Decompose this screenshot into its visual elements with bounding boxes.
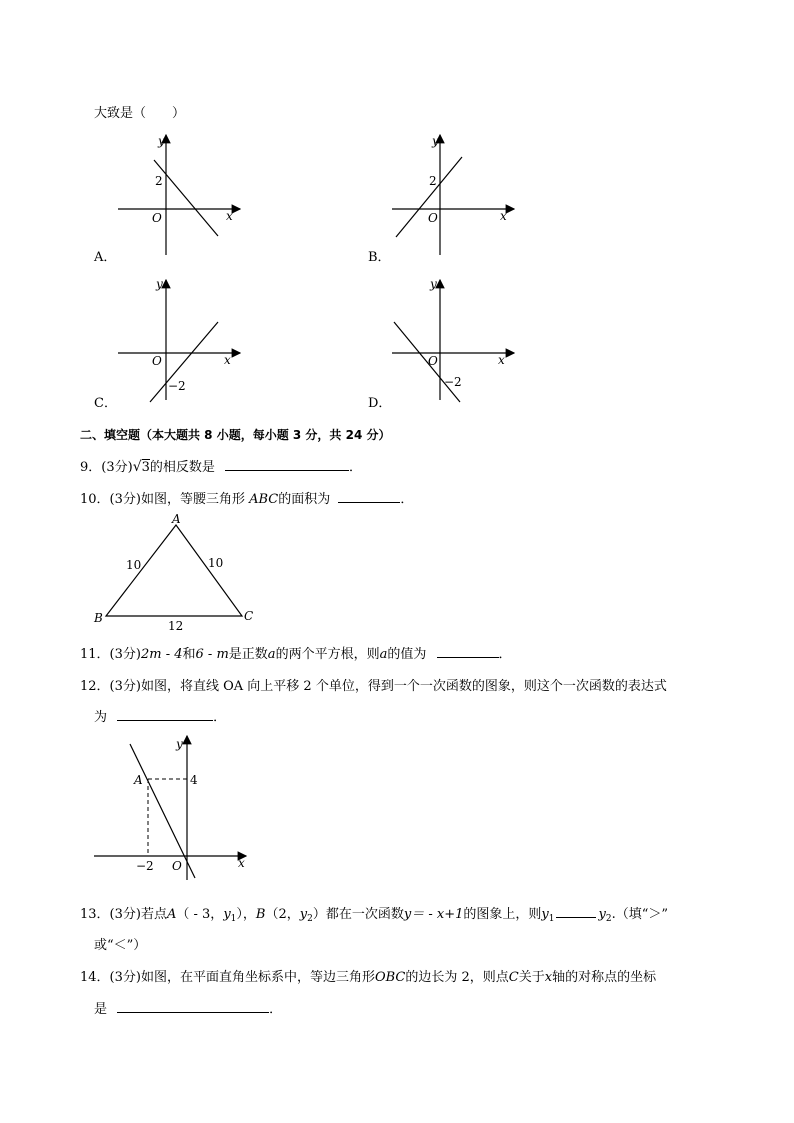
question-number: 9．(3分)	[80, 460, 133, 475]
intercept-label: 2	[429, 174, 437, 188]
origin-label: O	[428, 354, 438, 368]
answer-blank	[225, 458, 349, 471]
y-axis-label: y	[158, 134, 165, 148]
question-11: 11．(3分)2m - 4和6 - m是正数a的两个平方根，则a的值为 ．	[80, 647, 512, 662]
origin-label: O	[172, 859, 182, 873]
y-axis-label: y	[430, 277, 437, 291]
question-12-line2: 为 ．	[94, 710, 227, 725]
question-number: 11．(3分)	[80, 647, 141, 662]
answer-blank	[117, 1000, 269, 1013]
section-heading: 二、填空题（本大题共 8 小题，每小题 3 分，共 24 分）	[80, 428, 391, 442]
intercept-label: −2	[168, 379, 186, 393]
origin-label: O	[152, 354, 162, 368]
question-10: 10．(3分)如图，等腰三角形 ABC的面积为 ．	[80, 492, 414, 507]
question-number: 12．(3分)	[80, 679, 141, 694]
intercept-label: −2	[444, 375, 462, 389]
y-axis-label: y	[156, 277, 163, 291]
question-14-line2: 是 ．	[94, 1002, 283, 1017]
y-axis-label: y	[432, 134, 439, 148]
question-13: 13．(3分)若点A（ - 3，$y_1$），B（2，$y_2$）都在一次函数y＝ - x+1的图象上，则$y_1$ $y_2$.（填“＞”	[80, 907, 669, 924]
option-c-graph	[118, 278, 248, 408]
question-text: 的相反数是	[149, 460, 215, 475]
question-14: 14．(3分)如图，在平面直角坐标系中，等边三角形OBC的边长为 2，则点C关于x轴的对称点的坐标	[80, 970, 657, 985]
option-d-graph	[392, 278, 522, 408]
origin-label: O	[152, 211, 162, 225]
radicand: 3	[141, 460, 150, 475]
question-9: 9．(3分)√3的相反数是 ．	[80, 459, 363, 475]
x-axis-label: x	[498, 353, 505, 367]
option-d-letter: D．	[368, 396, 392, 411]
line-oa-figure	[94, 734, 254, 884]
triangle-name: ABC	[249, 492, 279, 507]
sqrt-symbol: √	[132, 459, 142, 475]
vertex-c-label: C	[244, 609, 254, 623]
side-ac-label: 10	[208, 556, 224, 570]
x-axis-label: x	[238, 856, 245, 870]
x-axis-label: x	[224, 353, 231, 367]
vertex-b-label: B	[94, 611, 103, 625]
option-a-letter: A．	[94, 250, 117, 265]
vertex-a-label: A	[172, 512, 181, 526]
answer-blank	[117, 708, 213, 721]
y-value-label: 4	[190, 773, 198, 787]
side-bc-label: 12	[168, 619, 184, 633]
question-12: 12．(3分)如图，将直线 OA 向上平移 2 个单位，得到一个一次函数的图象，则这个一次函数的表达式	[80, 679, 667, 694]
point-a-label: A	[134, 773, 143, 787]
question-number: 14．(3分)	[80, 970, 141, 985]
x-axis-label: x	[500, 209, 507, 223]
question-number: 13．(3分)	[80, 907, 141, 922]
y-axis-label: y	[176, 737, 183, 751]
triangle-figure	[92, 510, 262, 635]
answer-blank	[556, 905, 596, 918]
intercept-label: 2	[155, 174, 163, 188]
x-axis-label: x	[226, 209, 233, 223]
answer-blank	[437, 645, 499, 658]
question-13-line2: 或“＜”）	[94, 938, 147, 953]
q8-tail: 大致是（ ）	[94, 106, 186, 121]
option-a-graph	[118, 130, 248, 260]
x-value-label: −2	[136, 859, 154, 873]
answer-blank	[338, 490, 400, 503]
question-number: 10．(3分)	[80, 492, 141, 507]
side-ab-label: 10	[126, 558, 142, 572]
option-b-graph	[392, 130, 522, 260]
option-b-letter: B．	[368, 250, 391, 265]
option-c-letter: C．	[94, 396, 117, 411]
origin-label: O	[428, 211, 438, 225]
